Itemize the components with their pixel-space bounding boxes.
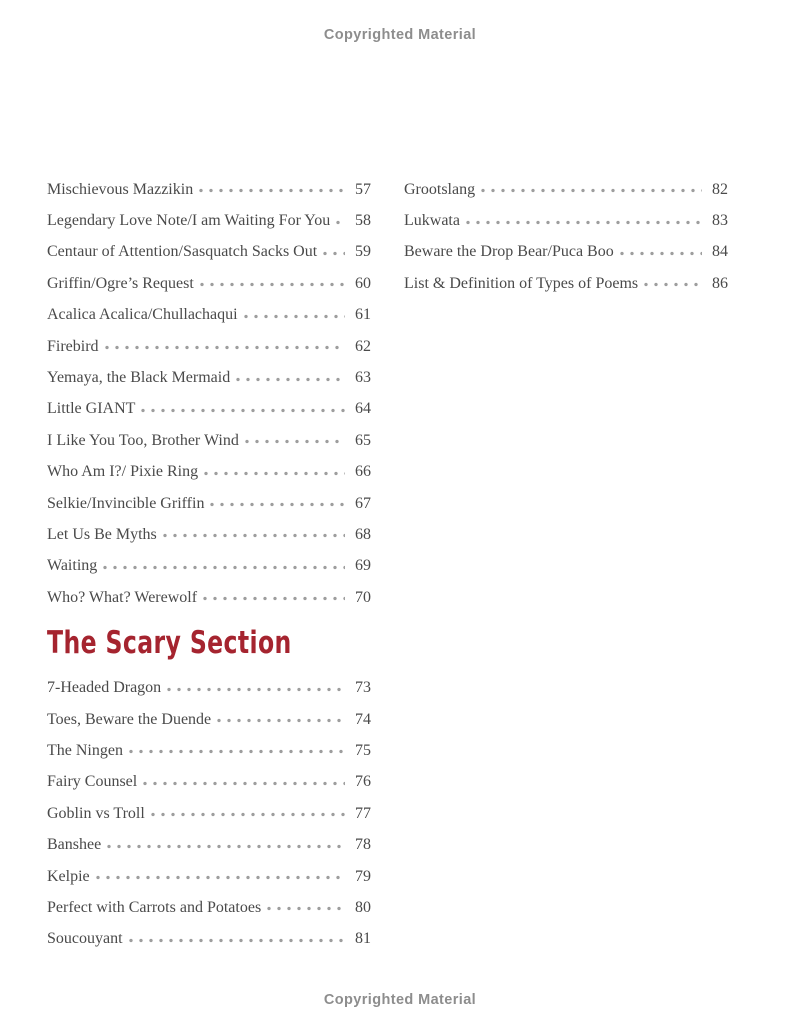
toc-entry-page-number: 79 [355,867,371,885]
dotted-leader [466,220,702,225]
toc-entry-page-number: 74 [355,710,371,728]
toc-entry-title: Acalica Acalica/Chullachaqui [47,306,238,324]
section-heading-text: The Scary Section [47,624,292,661]
toc-entry-title: Goblin vs Troll [47,804,145,822]
dotted-leader [167,687,345,692]
toc-entry [47,268,371,299]
toc-entry [47,300,371,331]
toc-entry-title: Lukwata [404,212,460,230]
toc-entry-page-number: 61 [355,306,371,324]
toc-entry-page-number: 62 [355,337,371,355]
toc-entry [47,924,371,955]
dotted-leader [200,282,345,287]
toc-entry [47,425,371,456]
dotted-leader [323,251,345,256]
toc-entry-page-number: 73 [355,679,371,697]
dotted-leader [244,314,345,319]
toc-entry [47,331,371,362]
dotted-leader [245,439,345,444]
toc-entry [47,488,371,519]
toc-entry [47,829,371,860]
toc-entry-title: Mischievous Mazzikin [47,180,194,198]
dotted-leader [203,596,345,601]
toc-entry-page-number: 81 [355,930,371,948]
toc-entry [47,174,371,205]
toc-entry-page-number: 57 [355,180,371,198]
toc-entry-title: Little GIANT [47,400,136,418]
toc-entry [47,861,371,892]
toc-entry-title: List & Definition of Types of Poems [404,274,639,292]
copyrighted-material-banner-bottom: Copyrighted Material [323,992,477,1008]
toc-entry-page-number: 75 [355,741,371,759]
dotted-leader [210,502,345,507]
toc-entry-page-number: 59 [355,243,371,261]
dotted-leader [163,533,345,538]
toc-entry-title: Yemaya, the Black Mermaid [47,369,231,387]
dotted-leader [620,251,702,256]
dotted-leader [143,781,345,786]
toc-entry [47,735,371,766]
toc-entry-title: Who Am I?/ Pixie Ring [47,463,199,481]
dotted-leader [103,565,345,570]
toc-entry-title: I Like You Too, Brother Wind [47,431,239,449]
dotted-leader [204,471,345,476]
toc-entry-page-number: 65 [355,431,371,449]
copyrighted-material-banner-top: Copyrighted Material [323,27,477,43]
dotted-leader [217,718,345,723]
toc-entry-page-number: 80 [355,898,371,916]
toc-entry-title: Perfect with Carrots and Potatoes [47,898,262,916]
toc-entry-title: Selkie/Invincible Griffin [47,494,205,512]
dotted-leader [141,408,345,413]
toc-entry-title: Centaur of Attention/Sasquatch Sacks Out [47,243,318,261]
toc-entry [404,174,728,205]
dotted-leader [129,749,345,754]
toc-entry-title: 7-Headed Dragon [47,679,162,697]
toc-entry-title: Kelpie [47,867,90,885]
toc-entry-page-number: 78 [355,836,371,854]
dotted-leader [105,345,345,350]
toc-entry-title: Fairy Counsel [47,773,138,791]
toc-entry-title: Banshee [47,836,102,854]
toc-entry-page-number: 60 [355,274,371,292]
toc-entry-page-number: 64 [355,400,371,418]
toc-entry [47,362,371,393]
toc-entry-page-number: 69 [355,557,371,575]
dotted-leader [481,188,702,193]
toc-entry-title: Legendary Love Note/I am Waiting For You [47,212,331,230]
toc-entry-page-number: 77 [355,804,371,822]
toc-entry [47,551,371,582]
toc-entry [47,704,371,735]
toc-entry [404,237,728,268]
dotted-leader [96,875,345,880]
toc-entry [404,205,728,236]
toc-entry-page-number: 70 [355,588,371,606]
dotted-leader [336,220,345,225]
toc-entry-page-number: 84 [712,243,728,261]
toc-entry [47,892,371,923]
section-heading-scary [47,613,371,672]
toc-entry-title: The Ningen [47,741,123,759]
toc-entry-page-number: 66 [355,463,371,481]
toc-entry-page-number: 82 [712,180,728,198]
dotted-leader [267,906,345,911]
toc-entry [47,205,371,236]
dotted-leader [644,282,702,287]
toc-entry [47,672,371,703]
toc-entry [47,767,371,798]
dotted-leader [129,938,345,943]
toc-entry-page-number: 58 [355,212,371,230]
toc-entry-title: Grootslang [404,180,476,198]
toc-right-column [404,174,728,300]
dotted-leader [199,188,345,193]
toc-entry-title: Toes, Beware the Duende [47,710,212,728]
toc-entry-title: Waiting [47,557,98,575]
toc-entry [47,237,371,268]
toc-entry [47,798,371,829]
toc-left-column [47,174,371,955]
toc-entry [47,519,371,550]
toc-entry-page-number: 83 [712,212,728,230]
toc-entry-title: Soucouyant [47,930,123,948]
toc-entry-page-number: 67 [355,494,371,512]
dotted-leader [151,812,345,817]
dotted-leader [236,377,345,382]
toc-entry-title: Beware the Drop Bear/Puca Boo [404,243,614,261]
toc-entry-page-number: 86 [712,274,728,292]
toc-entry-title: Firebird [47,337,99,355]
toc-entry [47,457,371,488]
toc-entry-title: Who? What? Werewolf [47,588,198,606]
toc-entry-title: Let Us Be Myths [47,525,157,543]
toc-entry [47,394,371,425]
toc-entry-page-number: 63 [355,369,371,387]
toc-entry-page-number: 68 [355,525,371,543]
dotted-leader [107,844,345,849]
toc-entry [47,582,371,613]
toc-entry-title: Griffin/Ogre’s Request [47,274,194,292]
toc-entry-page-number: 76 [355,773,371,791]
toc-entry [404,268,728,299]
